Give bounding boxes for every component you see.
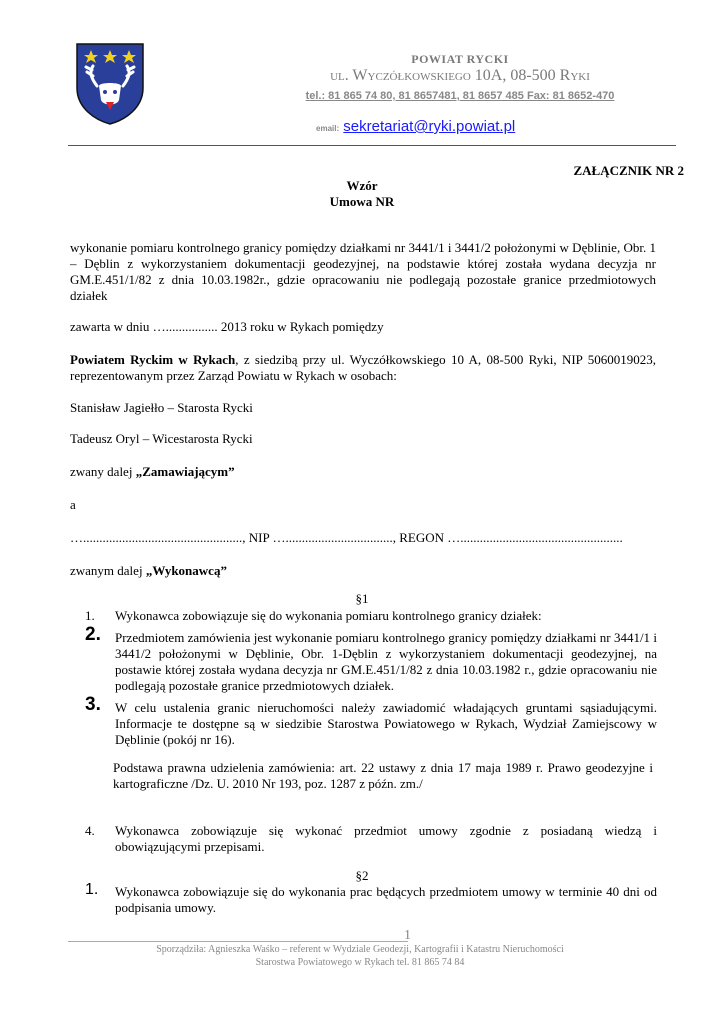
item-text: Wykonawca zobowiązuje się do wykonania prac będących przedmiotem umowy w terminie 40 dni od podpisania umowy. <box>115 884 657 915</box>
item-text: W celu ustalenia granic nieruchomości należy zawiadomić władających gruntami sąsiadującymi. Informacje te dostępne są w siedzibie Starostwa Powiatowego w Rykach, Wydział Zamiejscowy w Dęblinie (pokój nr 16). <box>115 700 657 747</box>
item-number: 3. <box>85 694 101 715</box>
concluded-line: zawarta w dniu …................ 2013 roku w Rykach pomiędzy <box>70 319 384 334</box>
and-word: a <box>70 497 76 512</box>
header-org-name: POWIAT RYCKI <box>411 52 509 66</box>
called1-prefix: zwany dalej <box>70 464 133 479</box>
footer-divider <box>68 941 408 942</box>
doc-title: Wzór <box>346 178 378 193</box>
item-number: 4. <box>85 823 95 838</box>
item-number: 2. <box>85 624 101 645</box>
legal-basis: Podstawa prawna udzielenia zamówienia: art. 22 ustawy z dnia 17 maja 1989 r. Prawo geodezyjne i kartograficzne /Dz. U. 2010 Nr 193, poz. 1287 z późn. zm./ <box>113 760 653 791</box>
called2-prefix: zwanym dalej <box>70 563 143 578</box>
called2-line <box>70 563 656 579</box>
person1: Stanisław Jagiełło – Starosta Rycki <box>70 400 253 415</box>
item-text: Wykonawca zobowiązuje się do wykonania pomiaru kontrolnego granicy działek: <box>115 608 542 623</box>
item-text: Przedmiotem zamówienia jest wykonanie pomiaru kontrolnego granicy pomiędzy działkami nr 3441/1 i 3441/2 położonymi w Dęblinie, Obr. 1-Dęblin z wykorzystaniem dokumentacji geodezyjnej, na postawie której została wydana decyzja nr GM.E.451/1/82 z dnia 10.03.1982 r., gdzie opracowaniu nie podlegają pozostałe granice przedmiotowych działek. <box>115 630 657 693</box>
party1-name: Powiatem Ryckim w Rykach <box>70 352 236 367</box>
header-email-line <box>316 118 515 135</box>
page-number: 1 <box>404 928 411 943</box>
doc-subtitle: Umowa NR <box>329 194 395 209</box>
intro-paragraph: wykonanie pomiaru kontrolnego granicy pomiędzy działkami nr 3441/1 i 3441/2 położonymi w Dęblinie, Obr. 1 – Dęblin z wykorzystaniem dokumentacji geodezyjnej, na podstawie której została wydana decyzja nr GM.E.451/1/82 z dnia 10.03.1982r., gdzie opracowaniu nie podlegają pozostałe granice przedmiotowych działek <box>70 240 656 303</box>
footer-line-2: Starostwa Powiatowego w Rykach tel. 81 865 74 84 <box>255 957 465 968</box>
email-link[interactable]: sekretariat@ryki.powiat.pl <box>343 118 516 135</box>
list-item <box>85 823 657 855</box>
item-number: 1. <box>85 881 99 898</box>
list-item <box>85 694 657 748</box>
person2: Tadeusz Oryl – Wicestarosta Rycki <box>70 431 253 446</box>
item-number: 1. <box>85 608 95 623</box>
called2-name: „Wykonawcą” <box>145 563 227 578</box>
contractor-line: …................................................., NIP …................................., REGON ….................................................. <box>70 530 623 545</box>
list-item <box>85 608 657 624</box>
header-address: ul. Wyczółkowskiego 10A, 08-500 Ryki <box>330 67 590 84</box>
called1-name: „Zamawiającym” <box>135 464 235 479</box>
footer-line-1: Sporządziła: Agnieszka Waśko – referent w Wydziale Geodezji, Kartografii i Katastru Nieruchomości <box>156 944 564 955</box>
header-divider <box>68 145 676 146</box>
party1-details: , z siedzibą przy ul. Wyczółkowskiego 10 A, 08-500 Ryki, NIP 5060019023, reprezentowanym przez Zarząd Powiatu w Rykach w osobach: <box>70 352 656 383</box>
attachment-label: ZAŁĄCZNIK NR 2 <box>573 163 684 178</box>
item-text: Wykonawca zobowiązuje się wykonać przedmiot umowy zgodnie z posiadaną wiedzą i obowiązującymi przepisami. <box>115 823 657 854</box>
called1-line <box>70 464 656 480</box>
list-item <box>85 624 657 694</box>
section2-title: §2 <box>355 868 369 883</box>
coat-of-arms-logo <box>75 42 145 126</box>
section1-title: §1 <box>355 591 369 606</box>
party1-paragraph <box>70 352 656 384</box>
list-item <box>85 881 657 916</box>
header-phones: tel.: 81 865 74 80, 81 8657481, 81 8657 485 Fax: 81 8652-470 <box>305 90 615 102</box>
email-label: email: <box>316 124 340 133</box>
